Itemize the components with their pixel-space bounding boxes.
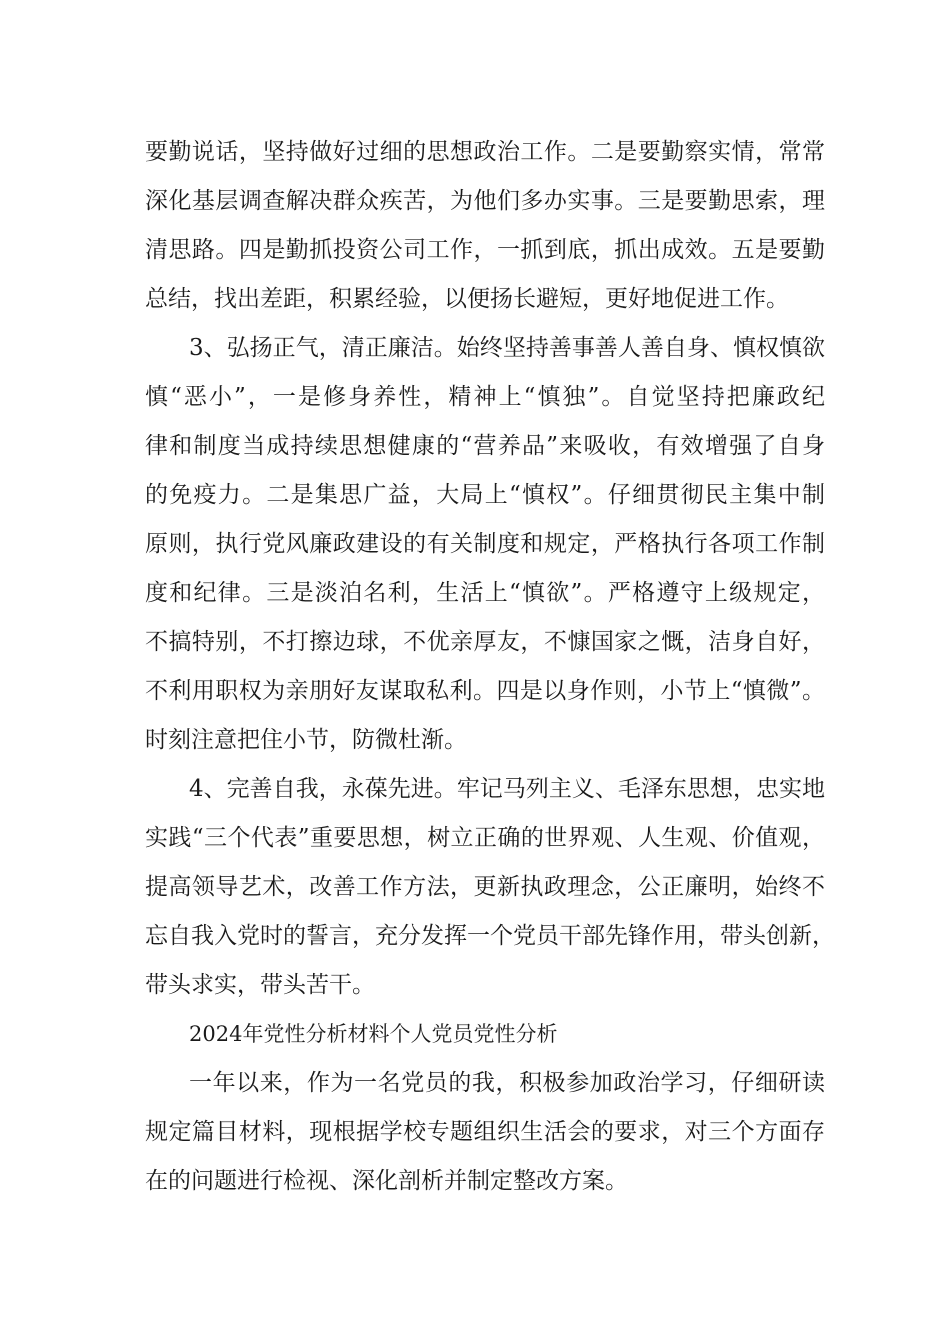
- text-line: 带头求实，带头苦干。: [145, 972, 375, 998]
- text-line: 4、完善自我，永葆先进。牢记马列主义、毛泽东思想，忠实地: [189, 776, 825, 802]
- text-line: 原则，执行党风廉政建设的有关制度和规定，严格执行各项工作制: [145, 531, 825, 557]
- text-line: 不利用职权为亲朋好友谋取私利。四是以身作则，小节上“慎微”。: [145, 678, 825, 704]
- text-line: 规定篇目材料，现根据学校专题组织生活会的要求，对三个方面存: [145, 1119, 825, 1145]
- text-line: 清思路。四是勤抓投资公司工作，一抓到底，抓出成效。五是要勤: [145, 237, 825, 263]
- text-line: 度和纪律。三是淡泊名利，生活上“慎欲”。严格遵守上级规定，: [145, 580, 825, 606]
- text-line: 的免疫力。二是集思广益，大局上“慎权”。仔细贯彻民主集中制: [145, 482, 825, 508]
- text-line: 实践“三个代表”重要思想，树立正确的世界观、人生观、价值观，: [145, 825, 825, 851]
- text-line: 忘自我入党时的誓言，充分发挥一个党员干部先锋作用，带头创新，: [145, 923, 835, 949]
- text-line: 时刻注意把住小节，防微杜渐。: [145, 727, 467, 753]
- text-line: 在的问题进行检视、深化剖析并制定整改方案。: [145, 1168, 628, 1194]
- document-body: [145, 128, 835, 1206]
- text-line: 慎“恶小”，一是修身养性，精神上“慎独”。自觉坚持把廉政纪: [145, 384, 825, 410]
- text-line: 律和制度当成持续思想健康的“营养品”来吸收，有效增强了自身: [145, 433, 825, 459]
- text-line: 不搞特别，不打擦边球，不优亲厚友，不慷国家之慨，洁身自好，: [145, 629, 825, 655]
- text-line: 要勤说话，坚持做好过细的思想政治工作。二是要勤察实情，常常: [145, 139, 825, 165]
- text-line: 提高领导艺术，改善工作方法，更新执政理念，公正廉明，始终不: [145, 874, 825, 900]
- text-line: 深化基层调查解决群众疾苦，为他们多办实事。三是要勤思索，理: [145, 188, 825, 214]
- text-line: 总结，找出差距，积累经验，以便扬长避短，更好地促进工作。: [145, 286, 789, 312]
- section-heading: 2024年党性分析材料个人党员党性分析: [189, 1022, 558, 1046]
- text-line: 3、弘扬正气，清正廉洁。始终坚持善事善人善自身、慎权慎欲: [189, 335, 825, 361]
- text-line: 一年以来，作为一名党员的我，积极参加政治学习，仔细研读: [189, 1070, 825, 1096]
